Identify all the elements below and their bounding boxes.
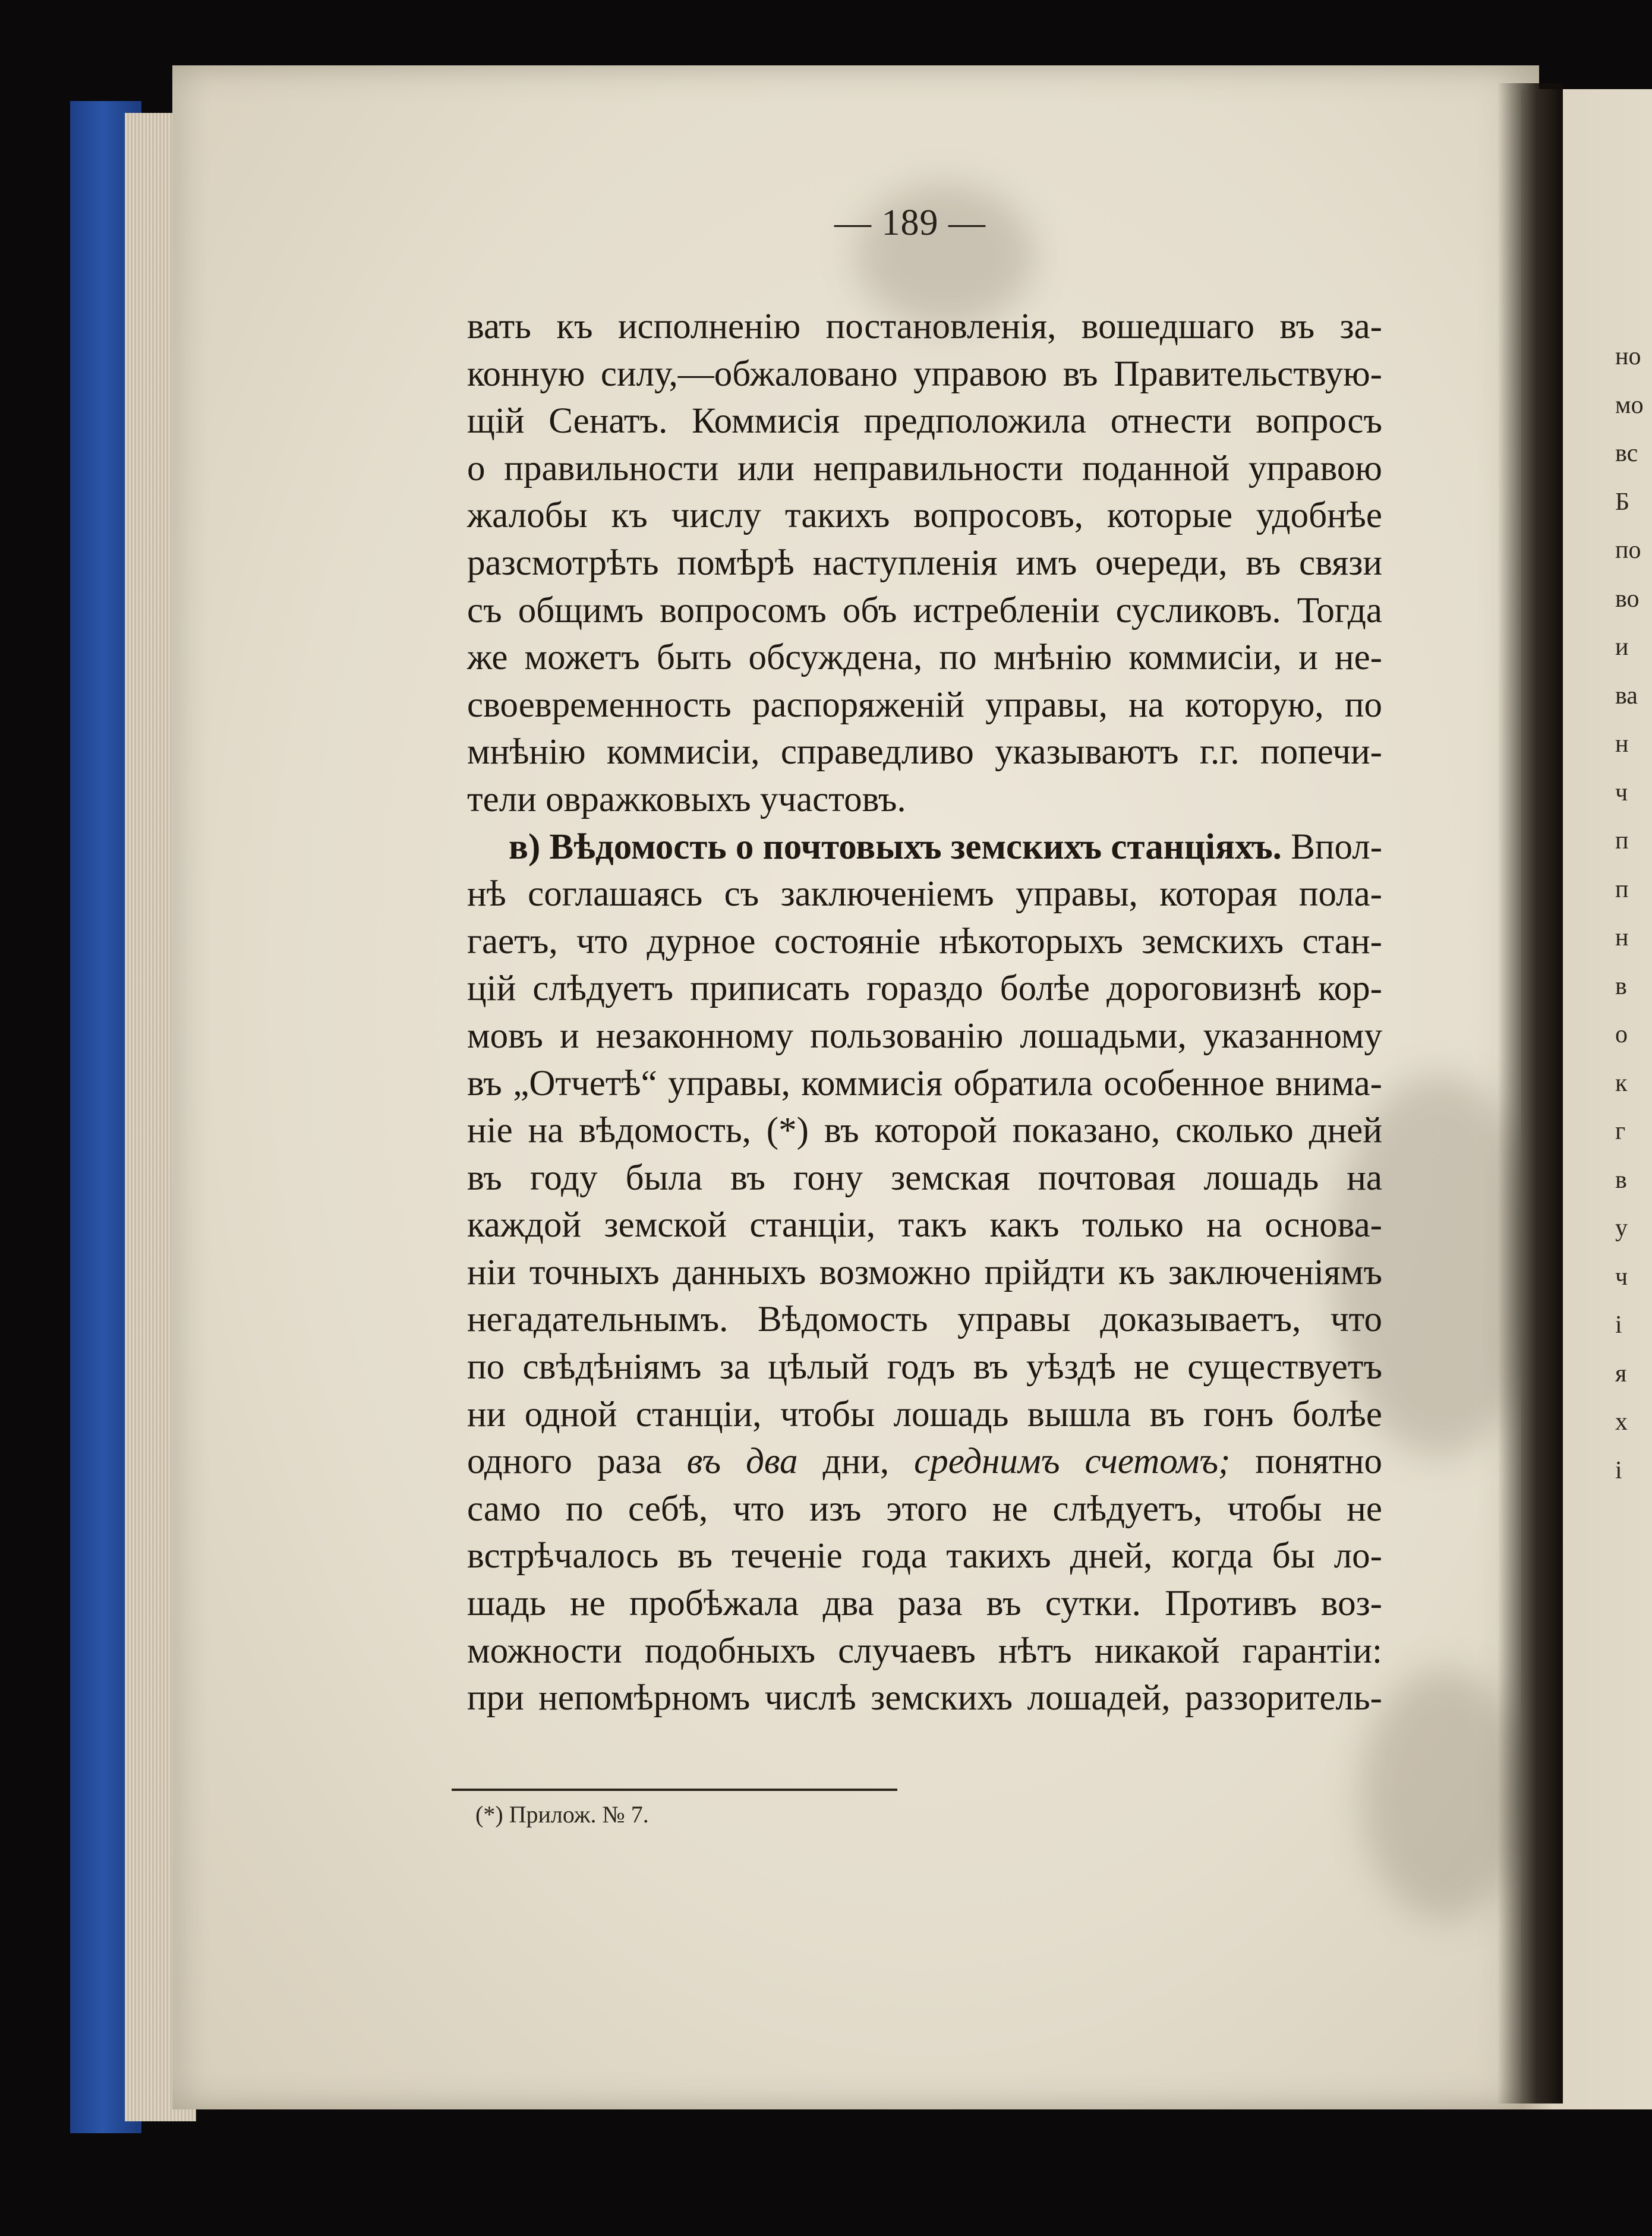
body-text: [467, 303, 1382, 1722]
text-line: ніе на вѣдомость, (*) въ которой показано, сколько дней: [467, 1111, 1382, 1151]
text-line: по свѣдѣніямъ за цѣлый годъ въ уѣздѣ не существуетъ: [467, 1347, 1382, 1387]
book-gutter: [1497, 83, 1563, 2103]
text-line: каждой земской станціи, такъ какъ только на основа-: [467, 1205, 1382, 1245]
facing-fragment: і: [1615, 1311, 1622, 1339]
facing-fragment: у: [1615, 1215, 1628, 1242]
facing-fragment: в: [1615, 1166, 1627, 1194]
text-line: вать къ исполненію постановленія, вошедшаго въ за-: [467, 307, 1382, 346]
facing-fragment: п: [1615, 875, 1629, 903]
facing-fragment: по: [1615, 537, 1641, 564]
facing-page-text: [1615, 333, 1644, 1495]
text-line: тели овражковыхъ участовъ.: [467, 779, 906, 819]
italic-text: въ два: [686, 1442, 798, 1482]
text-line: въ году была въ гону земская почтовая лошадь на: [467, 1158, 1382, 1198]
text-line: ни одной станціи, чтобы лошадь вышла въ гонъ болѣе: [467, 1394, 1382, 1434]
facing-fragment: я: [1615, 1360, 1627, 1387]
facing-fragment: к: [1615, 1069, 1628, 1097]
footnote: (*) Прилож. № 7.: [475, 1801, 649, 1828]
text-line: ніи точныхъ данныхъ возможно прійдти къ заключеніямъ: [467, 1252, 1382, 1292]
text-line: встрѣчалось въ теченіе года такихъ дней, когда бы ло-: [467, 1536, 1382, 1576]
text-line: щій Сенатъ. Коммисія предположила отнести вопросъ: [467, 401, 1382, 441]
text-line: шадь не пробѣжала два раза въ сутки. Противъ воз-: [467, 1584, 1382, 1624]
facing-fragment: і: [1615, 1456, 1622, 1484]
text-line: о правильности или неправильности поданной управою: [467, 448, 1382, 488]
facing-fragment: х: [1615, 1408, 1628, 1436]
text-line: мовъ и незаконному пользованію лошадьми, указанному: [467, 1015, 1382, 1056]
text-line: гаетъ, что дурное состояніе нѣкоторыхъ земскихъ стан-: [467, 921, 1382, 961]
facing-fragment: Б: [1615, 488, 1630, 516]
facing-fragment: в: [1615, 972, 1627, 1000]
text-line: же можетъ быть обсуждена, по мнѣнію коммисіи, и не-: [467, 638, 1382, 678]
text-line: мнѣнію коммисіи, справедливо указываютъ г.г. попечи-: [467, 732, 1382, 772]
text-line: при непомѣрномъ числѣ земскихъ лошадей, раззоритель-: [467, 1678, 1382, 1718]
facing-fragment: и: [1615, 633, 1629, 661]
section-heading-line: в) Вѣдомость о почтовыхъ земскихъ станціяхъ. Впол-: [509, 827, 1383, 867]
text-line: нѣ соглашаясь съ заключеніемъ управы, которая пола-: [467, 874, 1382, 914]
text-line: конную силу,—обжаловано управою въ Правительствую-: [467, 354, 1382, 394]
text-line: цій слѣдуетъ приписать гораздо болѣе дороговизнѣ кор-: [467, 969, 1382, 1009]
text-line: можности подобныхъ случаевъ нѣтъ никакой гарантіи:: [467, 1631, 1382, 1671]
facing-fragment: н: [1615, 924, 1629, 951]
italic-text: среднимъ счетомъ;: [914, 1442, 1231, 1482]
facing-fragment: во: [1615, 585, 1640, 613]
text-line: въ „Отчетѣ“ управы, коммисія обратила особенное внима-: [467, 1063, 1382, 1103]
facing-fragment: п: [1615, 827, 1629, 854]
facing-fragment: ч: [1615, 778, 1628, 806]
text-line: само по себѣ, что изъ этого не слѣдуетъ, чтобы не: [467, 1488, 1382, 1529]
footnote-rule: [452, 1789, 897, 1791]
facing-fragment: ч: [1615, 1263, 1628, 1291]
text-line: одного раза въ два дни, среднимъ счетомъ; понятно: [467, 1442, 1383, 1482]
facing-fragment: ва: [1615, 682, 1638, 709]
text-line: жалобы къ числу такихъ вопросовъ, которые удобнѣе: [467, 496, 1382, 536]
section-heading: в) Вѣдомость о почтовыхъ земскихъ станціяхъ.: [509, 827, 1282, 867]
text-line: негадательнымъ. Вѣдомость управы доказываетъ, что: [467, 1300, 1382, 1340]
text-line: своевременность распоряженій управы, на которую, по: [467, 685, 1382, 725]
facing-fragment: о: [1615, 1021, 1628, 1048]
facing-fragment: мо: [1615, 391, 1644, 419]
facing-fragment: но: [1615, 343, 1641, 370]
facing-fragment: г: [1615, 1118, 1626, 1145]
facing-fragment: н: [1615, 730, 1629, 758]
facing-fragment: вс: [1615, 440, 1638, 467]
text-line: съ общимъ вопросомъ объ истребленіи сусликовъ. Тогда: [467, 590, 1382, 630]
text-line: разсмотрѣть помѣрѣ наступленія имъ очереди, въ связи: [467, 543, 1382, 583]
page-number: — 189 —: [834, 203, 986, 243]
